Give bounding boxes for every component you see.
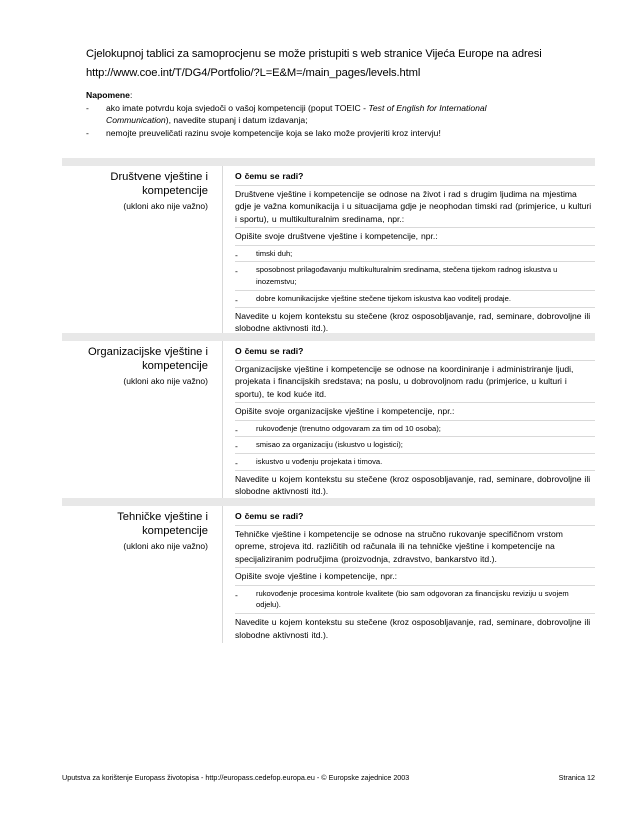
notes-title-colon: : — [129, 90, 133, 100]
page-number: Stranica 12 — [558, 773, 595, 782]
section-divider — [222, 506, 223, 643]
notes-item-2 — [86, 127, 586, 140]
section-heading — [62, 345, 208, 373]
notes-item-1-after: ), navedite stupanj i datum izdavanja; — [165, 115, 308, 126]
example-text: rukovođenje (trenutno odgovaram za tim od 10 osoba); — [256, 423, 441, 433]
notes-item-1-italic-b: Communication — [106, 115, 166, 126]
notes-block — [86, 89, 586, 140]
section-context-prompt: Navedite u kojem kontekstu su stečene (kroz osposobljavanje, rad, seminare, dobrovoljne ili slobodne aktivnosti itd.). — [235, 617, 591, 640]
example-text: timski duh; — [256, 248, 293, 258]
section-question: O čemu se radi? — [235, 341, 595, 361]
section-content-cell — [222, 166, 595, 337]
section-heading-cell — [62, 506, 222, 643]
section-example-row — [235, 421, 595, 438]
example-item — [235, 456, 595, 468]
section-description: Tehničke vještine i kompetencije se odnose na stručno rukovanje specifičnom vrstom opreme, strojeva itd. različitih od računala ili na tehničke vještine i kompetencije na specijaliziranim područjima (proizvodnja, zdravstvo, bankarstvo itd.). — [235, 526, 595, 569]
section-describe-prompt: Opišite svoje vještine i kompetencije, npr.: — [235, 568, 595, 586]
example-text: sposobnost prilagođavanju multikulturalnim sredinama, stečena tijekom radnog iskustva u inozemstvu; — [256, 265, 558, 287]
example-item — [235, 248, 595, 260]
section-body — [62, 506, 595, 643]
notes-item-2-text: nemojte preuveličati razinu svoje kompetencije koja se lako može provjeriti kroz intervju! — [106, 128, 441, 139]
notes-dash-1: - — [86, 102, 89, 113]
example-dash: - — [235, 294, 238, 305]
section-heading-line-1: Društvene vještine i — [110, 171, 208, 183]
section-technical-skills — [62, 498, 595, 643]
section-heading-line-1: Organizacijske vještine i — [87, 346, 208, 358]
example-dash: - — [235, 249, 238, 260]
section-heading-line-2: kompetencije — [142, 360, 208, 372]
notes-title-row — [86, 89, 586, 102]
section-organisational-skills — [62, 333, 595, 500]
example-text: iskustvo u vođenju projekata i timova. — [256, 457, 383, 467]
section-heading — [62, 170, 208, 198]
section-body — [62, 166, 595, 337]
section-content-cell — [222, 341, 595, 500]
section-heading-cell — [62, 341, 222, 500]
example-item — [235, 264, 595, 288]
section-example-row — [235, 291, 595, 308]
notes-dash-2: - — [86, 128, 89, 139]
section-description: Organizacijske vještine i kompetencije se odnose na koordiniranje i administriranje ljudi, projekata i financijskih sredstava; na poslu, u dobrovoljnom radu (primjerice, u kulturi i sportu), te kod kuće itd. — [235, 361, 595, 404]
section-heading-cell — [62, 166, 222, 337]
section-example-row — [235, 262, 595, 291]
section-example-row — [235, 437, 595, 454]
notes-item-1-italic-a: Test of English for International — [368, 102, 487, 113]
section-top-bar — [62, 498, 595, 506]
section-question: O čemu se radi? — [235, 166, 595, 186]
intro-url[interactable]: http://www.coe.int/T/DG4/Portfolio/?L=E&M=/main_pages/levels.html — [86, 67, 421, 79]
section-divider — [222, 341, 223, 500]
notes-item-1 — [86, 102, 586, 127]
section-describe-prompt: Opišite svoje organizacijske vještine i kompetencije, npr.: — [235, 403, 595, 421]
example-text: dobre komunikacijske vještine stečene tijekom iskustva kao voditelj prodaje. — [256, 293, 511, 303]
section-top-bar — [62, 158, 595, 166]
section-top-bar — [62, 333, 595, 341]
example-dash: - — [235, 589, 238, 600]
example-item — [235, 588, 595, 612]
section-divider — [222, 166, 223, 337]
section-content-cell — [222, 506, 595, 643]
section-example-row — [235, 454, 595, 471]
section-describe-prompt: Opišite svoje društvene vještine i kompetencije, npr.: — [235, 228, 595, 246]
section-example-row — [235, 586, 595, 615]
section-example-row — [235, 246, 595, 263]
section-social-skills — [62, 158, 595, 337]
section-remove-note: (ukloni ako nije važno) — [123, 541, 208, 551]
notes-title: Napomene — [86, 90, 130, 100]
section-heading — [62, 510, 208, 538]
notes-item-1-before: ako imate potvrdu koja svjedoči o vašoj kompetenciji (poput TOEIC - — [106, 102, 367, 113]
example-item — [235, 439, 595, 451]
section-remove-note: (ukloni ako nije važno) — [123, 201, 208, 211]
section-question: O čemu se radi? — [235, 506, 595, 526]
intro-text — [86, 45, 606, 83]
section-heading-line-2: kompetencije — [142, 525, 208, 537]
section-context-prompt: Navedite u kojem kontekstu su stečene (kroz osposobljavanje, rad, seminare, dobrovoljne ili slobodne aktivnosti itd.). — [235, 473, 591, 497]
example-text: smisao za organizaciju (iskustvo u logistici); — [256, 440, 403, 450]
section-remove-note: (ukloni ako nije važno) — [123, 376, 208, 386]
section-context-prompt: Navedite u kojem kontekstu su stečene (kroz osposobljavanje, rad, seminare, dobrovoljne ili slobodne aktivnosti itd.). — [235, 310, 591, 334]
example-item — [235, 293, 595, 305]
footer-text: Uputstva za korištenje Europass životopisa - http://europass.cedefop.europa.eu - © Europske zajednice 2003 — [62, 773, 410, 782]
section-heading-line-1: Tehničke vještine i — [117, 511, 208, 523]
example-dash: - — [235, 424, 238, 435]
example-dash: - — [235, 441, 238, 452]
example-dash: - — [235, 458, 238, 469]
example-item — [235, 423, 595, 435]
intro-line-1: Cjelokupnoj tablici za samoprocjenu se može pristupiti s web stranice Vijeća Europe na adresi — [86, 48, 542, 60]
example-dash: - — [235, 266, 238, 277]
section-body — [62, 341, 595, 500]
section-description: Društvene vještine i kompetencije se odnose na život i rad s drugim ljudima na mjestima gdje je važna komunikacija i u situacijama gdje je neophodan timski rad (primjerice, u kulturi i sportu), u multikulturalnim sredinama, npr.: — [235, 186, 595, 229]
example-text: rukovođenje procesima kontrole kvalitete (bio sam odgovoran za financijsku reviziju u svojem odjelu). — [256, 588, 569, 610]
section-heading-line-2: kompetencije — [142, 185, 208, 197]
